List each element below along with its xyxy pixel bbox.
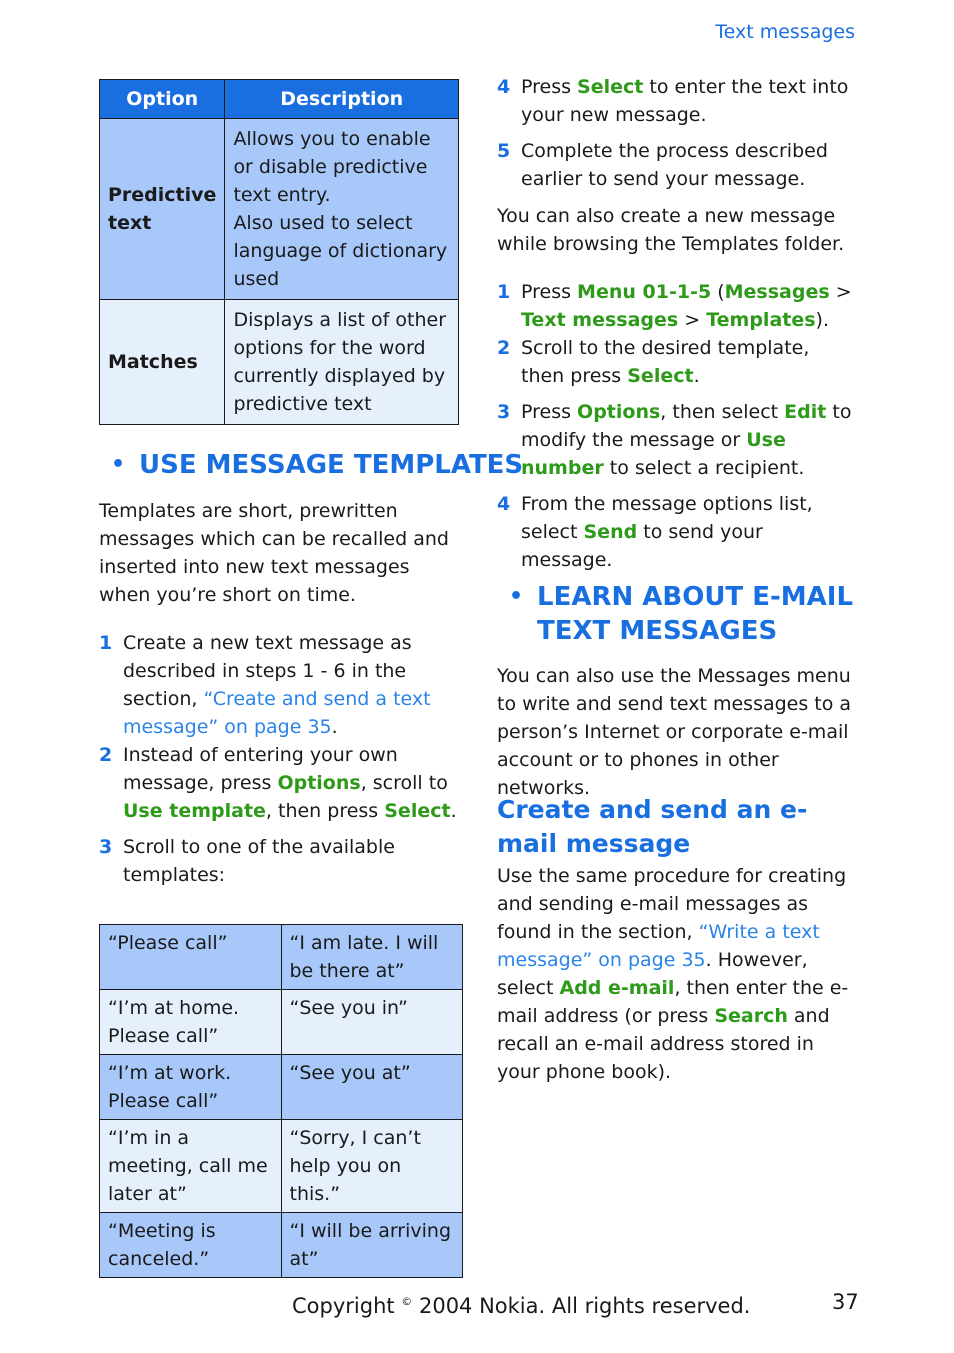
section-title: USE MESSAGE TEMPLATES xyxy=(139,450,524,480)
option-cell: Matches xyxy=(100,300,225,425)
key-messages: Messages xyxy=(724,281,830,303)
key-select: Select xyxy=(577,76,644,98)
body-text: and recall an e-mail address stored in your phone book). xyxy=(497,1005,830,1083)
step-text: , then press xyxy=(265,800,385,822)
step-text: Create a new text message as described in steps 1 - 6 in the section, xyxy=(123,632,412,710)
options-header-description: Description xyxy=(225,80,459,119)
key-select: Select xyxy=(384,800,451,822)
templates-steps xyxy=(99,629,463,889)
key-select: Select xyxy=(627,365,694,387)
copyright-text: Copyright xyxy=(292,1294,402,1318)
bullet-icon: • xyxy=(509,584,524,609)
templates-steps-continued xyxy=(497,73,857,193)
template-cell: “Meeting is canceled.” xyxy=(100,1213,282,1278)
step-text: Press xyxy=(521,281,578,303)
step-number: 4 xyxy=(497,76,511,98)
template-cell: “I will be arriving at” xyxy=(281,1213,463,1278)
body-text: , then enter the e-mail address (or press xyxy=(497,977,849,1027)
table-row xyxy=(100,925,463,990)
key-menu: Menu 01-1-5 xyxy=(577,281,712,303)
step-number: 4 xyxy=(497,493,511,515)
template-cell: “Sorry, I can’t help you on this.” xyxy=(281,1120,463,1213)
step-text: . xyxy=(450,800,457,822)
running-head: Text messages xyxy=(715,21,855,43)
section-heading-templates xyxy=(111,448,524,482)
options-table xyxy=(99,79,459,425)
step-text: ). xyxy=(815,309,829,331)
bullet-icon: • xyxy=(111,452,126,477)
email-body xyxy=(497,862,857,1086)
step-text: > xyxy=(829,281,852,303)
list-item xyxy=(497,137,857,193)
step-text: From the message options list, select xyxy=(521,493,813,543)
list-item xyxy=(497,334,857,390)
section-title-line: LEARN ABOUT E-MAIL xyxy=(537,582,854,612)
step-text: , scroll to xyxy=(360,772,448,794)
templates-table xyxy=(99,924,463,1278)
key-options: Options xyxy=(577,401,661,423)
description-cell: Displays a list of other options for the word currently displayed by predictive text xyxy=(225,300,459,425)
step-text: to send your message. xyxy=(521,521,763,571)
copyright-symbol: © xyxy=(401,1295,413,1308)
list-item xyxy=(497,278,857,334)
step-text-end: . xyxy=(331,716,338,738)
template-cell: “See you at” xyxy=(281,1055,463,1120)
table-row xyxy=(100,1055,463,1120)
step-text: to select a recipient. xyxy=(603,457,805,479)
table-row xyxy=(100,1120,463,1213)
option-cell: Predictive text xyxy=(100,119,225,300)
table-row xyxy=(100,300,459,425)
template-cell: “Please call” xyxy=(100,925,282,990)
step-text: . xyxy=(693,365,700,387)
key-add-email: Add e-mail xyxy=(559,977,675,999)
step-number: 2 xyxy=(99,744,113,766)
options-header-option: Option xyxy=(100,80,225,119)
table-row xyxy=(100,1213,463,1278)
body-text: . However, select xyxy=(497,949,808,999)
step-text: Scroll to the desired template, then press xyxy=(521,337,810,387)
list-item xyxy=(497,490,857,574)
templates-intro: Templates are short, prewritten messages which can be recalled and inserted into new text messages when you’re short on time. xyxy=(99,500,449,606)
step-text: > xyxy=(678,309,707,331)
step-text: Instead of entering your own message, press xyxy=(123,744,398,794)
email-intro: You can also use the Messages menu to write and send text messages to a person’s Internet or corporate e-mail account or to phones in other networks. xyxy=(497,665,852,799)
list-item xyxy=(99,741,463,825)
subsection-heading: Create and send an e-mail message xyxy=(497,795,808,858)
step-number: 1 xyxy=(497,281,511,303)
step-text: , then select xyxy=(660,401,785,423)
step-text: ( xyxy=(711,281,725,303)
step-number: 1 xyxy=(99,632,113,654)
section-title-line: TEXT MESSAGES xyxy=(537,616,778,646)
template-cell: “I’m in a meeting, call me later at” xyxy=(100,1120,282,1213)
page-number: 37 xyxy=(832,1290,859,1314)
step-text: Press xyxy=(521,76,578,98)
template-cell: “I’m at home. Please call” xyxy=(100,990,282,1055)
copyright-notice xyxy=(292,1288,750,1320)
step-text: Press xyxy=(521,401,578,423)
step-number: 3 xyxy=(497,401,511,423)
key-templates: Templates xyxy=(706,309,816,331)
step-text: Scroll to one of the available templates: xyxy=(123,836,395,886)
key-text-messages: Text messages xyxy=(521,309,679,331)
cross-reference-link[interactable]: “Create and send a text message” on page 35 xyxy=(123,688,431,738)
template-cell: “See you in” xyxy=(281,990,463,1055)
template-cell: “I’m at work. Please call” xyxy=(100,1055,282,1120)
edit-template-steps xyxy=(497,278,857,574)
templates-folder-note: You can also create a new message while browsing the Templates folder. xyxy=(497,205,845,255)
description-line: Also used to select language of dictionary used xyxy=(233,212,448,290)
key-use-number: Use number xyxy=(521,429,786,479)
template-cell: “I am late. I will be there at” xyxy=(281,925,463,990)
step-number: 2 xyxy=(497,337,511,359)
list-item xyxy=(99,833,463,889)
key-send: Send xyxy=(583,521,638,543)
step-number: 5 xyxy=(497,140,511,162)
body-text: Use the same procedure for creating and sending e-mail messages as found in the section, xyxy=(497,865,847,943)
table-row xyxy=(100,119,459,300)
list-item xyxy=(99,629,463,741)
cross-reference-link[interactable]: “Write a text message” on page 35 xyxy=(497,921,820,971)
description-cell xyxy=(225,119,459,300)
description-line: Allows you to enable or disable predictive text entry. xyxy=(233,128,431,206)
list-item xyxy=(497,398,857,482)
copyright-text: 2004 Nokia. All rights reserved. xyxy=(412,1294,751,1318)
step-text: Complete the process described earlier to send your message. xyxy=(521,140,828,190)
table-row xyxy=(100,990,463,1055)
key-search: Search xyxy=(714,1005,788,1027)
section-heading-email xyxy=(509,580,854,648)
list-item xyxy=(497,73,857,129)
step-text: to modify the message or xyxy=(521,401,852,451)
key-options: Options xyxy=(277,772,361,794)
key-use-template: Use template xyxy=(123,800,266,822)
step-number: 3 xyxy=(99,836,113,858)
step-text: to enter the text into your new message. xyxy=(521,76,849,126)
key-edit: Edit xyxy=(784,401,827,423)
